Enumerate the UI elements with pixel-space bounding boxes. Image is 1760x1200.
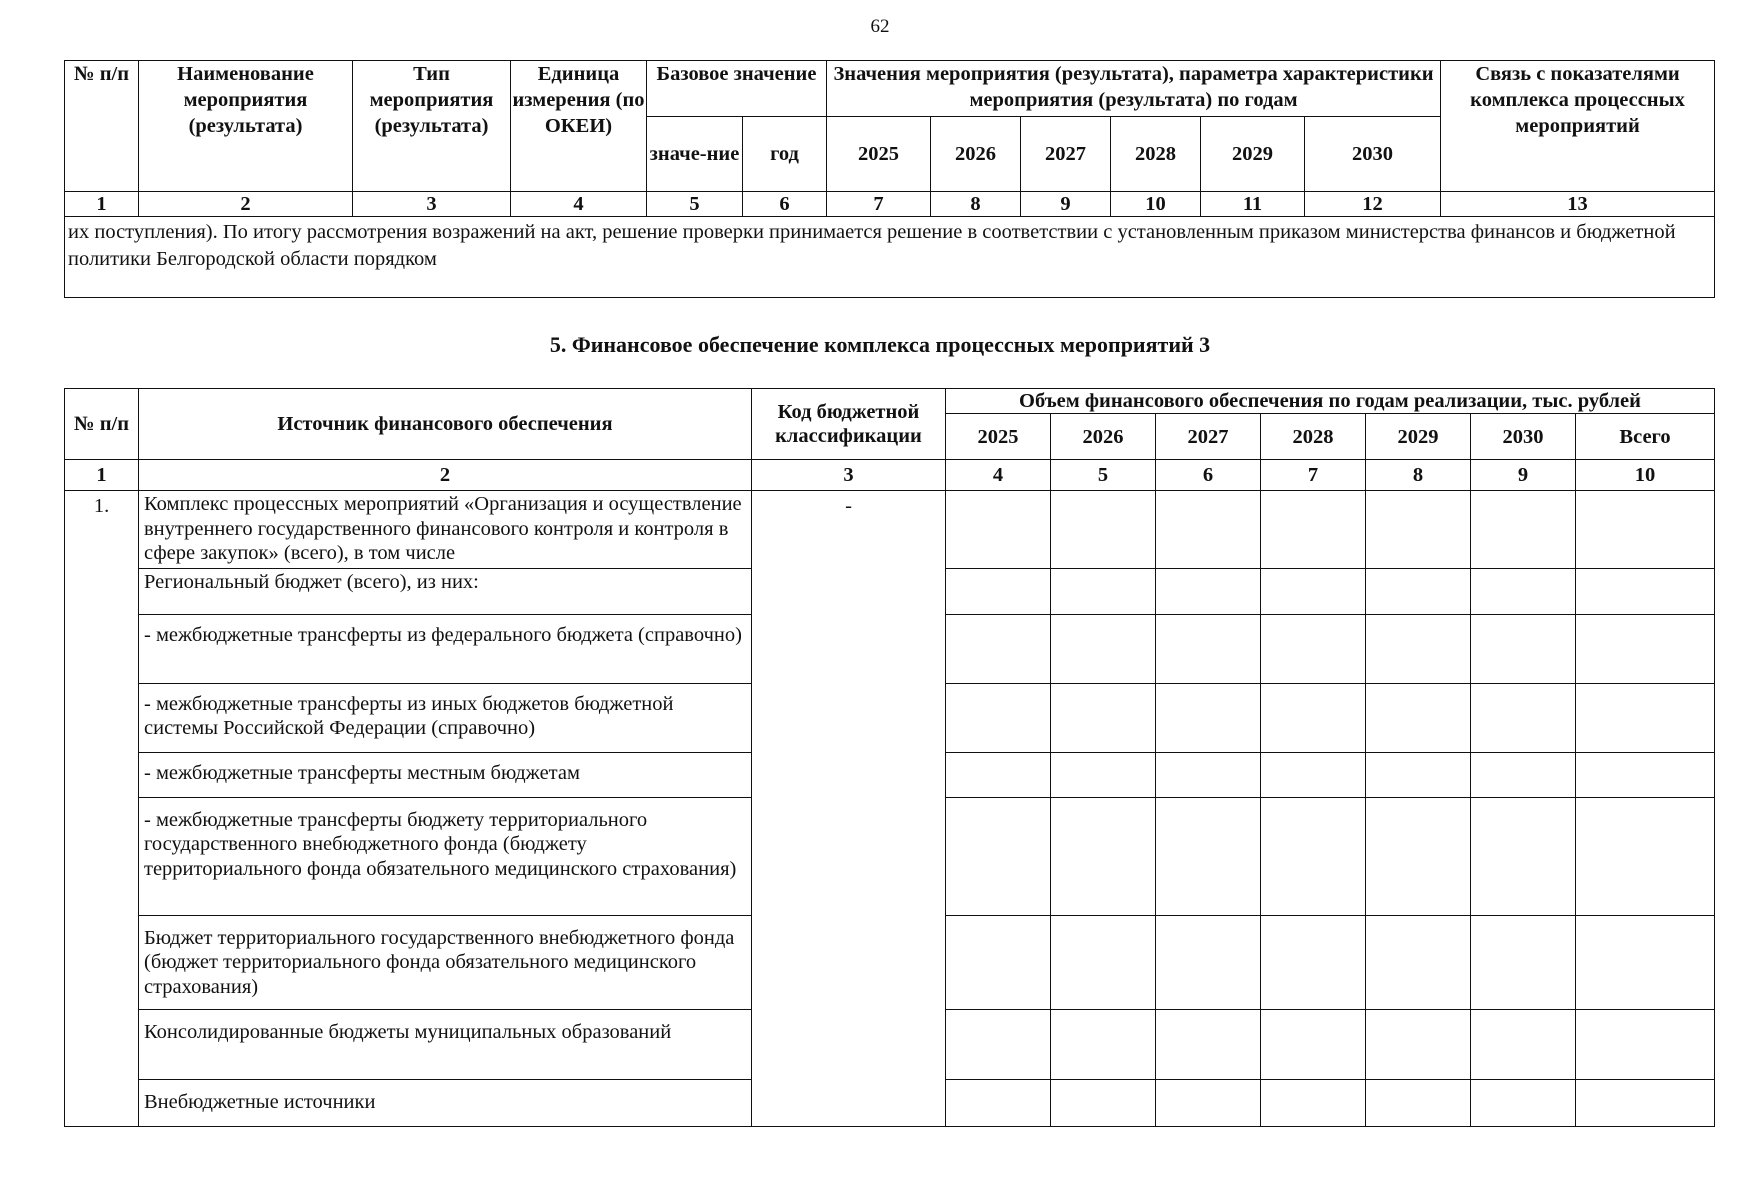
- column-number: 8: [1366, 460, 1471, 491]
- value-cell: [1156, 568, 1261, 614]
- header-year: 2027: [1156, 414, 1261, 460]
- value-cell: [1366, 752, 1471, 797]
- value-cell: [1576, 614, 1715, 683]
- row-index: 1.: [65, 491, 139, 1127]
- value-cell: [946, 1079, 1051, 1126]
- value-cell: [1261, 491, 1366, 569]
- value-cell: [1051, 797, 1156, 915]
- header-volume: Объем финансового обеспечения по годам реализации, тыс. рублей: [946, 389, 1715, 414]
- value-cell: [1471, 1079, 1576, 1126]
- column-number: 5: [647, 192, 743, 217]
- value-cell: [1051, 1079, 1156, 1126]
- value-cell: [1156, 491, 1261, 569]
- header-year: 2028: [1111, 117, 1201, 192]
- column-number: 12: [1305, 192, 1441, 217]
- source-cell: Бюджет территориального государственного внебюджетного фонда (бюджет территориального фонда обязательного медицинского страхования): [139, 915, 752, 1009]
- value-cell: [1366, 614, 1471, 683]
- column-number: 2: [139, 460, 752, 491]
- column-number: 2: [139, 192, 353, 217]
- header-unit: Единица измерения (по ОКЕИ): [511, 61, 647, 192]
- column-number: 6: [1156, 460, 1261, 491]
- value-cell: [946, 491, 1051, 569]
- value-cell: [1261, 683, 1366, 752]
- column-number: 3: [353, 192, 511, 217]
- value-cell: [1471, 752, 1576, 797]
- value-cell: [1051, 568, 1156, 614]
- column-number: 7: [1261, 460, 1366, 491]
- value-cell: [1156, 797, 1261, 915]
- value-cell: [1051, 915, 1156, 1009]
- source-cell: - межбюджетные трансферты местным бюджетам: [139, 752, 752, 797]
- value-cell: [1156, 614, 1261, 683]
- value-cell: [1366, 491, 1471, 569]
- column-number: 4: [511, 192, 647, 217]
- header-year: 2027: [1021, 117, 1111, 192]
- source-cell: Комплекс процессных мероприятий «Организация и осуществление внутреннего государственного финансового контроля и контроля в сфере закупок» (всего), в том числе: [139, 491, 752, 569]
- column-number: 9: [1471, 460, 1576, 491]
- value-cell: [946, 683, 1051, 752]
- value-cell: [1366, 915, 1471, 1009]
- value-cell: [1261, 568, 1366, 614]
- value-cell: [1471, 568, 1576, 614]
- value-cell: [1366, 1079, 1471, 1126]
- value-cell: [1366, 568, 1471, 614]
- value-cell: [1156, 683, 1261, 752]
- header-year: 2025: [827, 117, 931, 192]
- value-cell: [1576, 1079, 1715, 1126]
- column-number: 11: [1201, 192, 1305, 217]
- value-cell: [1471, 797, 1576, 915]
- header-values-by-year: Значения мероприятия (результата), параметра характеристики мероприятия (результата) по годам: [827, 61, 1441, 117]
- value-cell: [1051, 752, 1156, 797]
- value-cell: [1471, 683, 1576, 752]
- value-cell: [1261, 752, 1366, 797]
- header-link: Связь с показателями комплекса процессных мероприятий: [1441, 61, 1715, 192]
- column-number: 7: [827, 192, 931, 217]
- value-cell: [1261, 797, 1366, 915]
- header-type: Тип мероприятия (результата): [353, 61, 511, 192]
- value-cell: [1156, 1009, 1261, 1079]
- page-number: 62: [870, 16, 890, 37]
- value-cell: [1576, 797, 1715, 915]
- source-cell: Внебюджетные источники: [139, 1079, 752, 1126]
- budget-code-cell: -: [752, 491, 946, 1127]
- value-cell: [1471, 915, 1576, 1009]
- value-cell: [946, 568, 1051, 614]
- header-base-value-year: год: [743, 117, 827, 192]
- results-table: [64, 60, 1715, 298]
- column-number: 4: [946, 460, 1051, 491]
- header-num: № п/п: [65, 389, 139, 460]
- value-cell: [1471, 1009, 1576, 1079]
- value-cell: [1156, 1079, 1261, 1126]
- header-year: 2025: [946, 414, 1051, 460]
- value-cell: [1576, 1009, 1715, 1079]
- source-cell: - межбюджетные трансферты бюджету территориального государственного внебюджетного фонда (бюджету территориального фонда обязательного медицинского страхования): [139, 797, 752, 915]
- header-budget-code: Код бюджетной классификации: [752, 389, 946, 460]
- header-year: 2030: [1471, 414, 1576, 460]
- column-number: 10: [1111, 192, 1201, 217]
- header-base-value-value: значе-ние: [647, 117, 743, 192]
- value-cell: [1576, 491, 1715, 569]
- header-num: № п/п: [65, 61, 139, 192]
- value-cell: [1261, 915, 1366, 1009]
- header-year: 2026: [1051, 414, 1156, 460]
- value-cell: [1576, 752, 1715, 797]
- value-cell: [1366, 1009, 1471, 1079]
- value-cell: [1471, 491, 1576, 569]
- source-cell: - межбюджетные трансферты из иных бюджетов бюджетной системы Российской Федерации (справочно): [139, 683, 752, 752]
- value-cell: [1051, 614, 1156, 683]
- header-year: 2026: [931, 117, 1021, 192]
- value-cell: [1051, 491, 1156, 569]
- column-number: 3: [752, 460, 946, 491]
- value-cell: [1366, 797, 1471, 915]
- value-cell: [1261, 1009, 1366, 1079]
- column-number: 10: [1576, 460, 1715, 491]
- column-number: 5: [1051, 460, 1156, 491]
- value-cell: [1261, 1079, 1366, 1126]
- value-cell: [1471, 614, 1576, 683]
- value-cell: [946, 1009, 1051, 1079]
- value-cell: [946, 915, 1051, 1009]
- value-cell: [946, 752, 1051, 797]
- financing-table: [64, 388, 1715, 1127]
- source-cell: Региональный бюджет (всего), из них:: [139, 568, 752, 614]
- column-number: 9: [1021, 192, 1111, 217]
- header-year: 2028: [1261, 414, 1366, 460]
- header-total: Всего: [1576, 414, 1715, 460]
- value-cell: [1156, 915, 1261, 1009]
- source-cell: - межбюджетные трансферты из федерального бюджета (справочно): [139, 614, 752, 683]
- source-cell: Консолидированные бюджеты муниципальных образований: [139, 1009, 752, 1079]
- value-cell: [1576, 683, 1715, 752]
- column-number: 8: [931, 192, 1021, 217]
- column-number: 13: [1441, 192, 1715, 217]
- column-number: 1: [65, 192, 139, 217]
- header-year: 2030: [1305, 117, 1441, 192]
- header-name: Наименование мероприятия (результата): [139, 61, 353, 192]
- value-cell: [946, 614, 1051, 683]
- header-year: 2029: [1366, 414, 1471, 460]
- column-number: 1: [65, 460, 139, 491]
- header-base-value: Базовое значение: [647, 61, 827, 117]
- value-cell: [1156, 752, 1261, 797]
- value-cell: [1576, 568, 1715, 614]
- section-title: 5. Финансовое обеспечение комплекса процессных мероприятий 3: [549, 332, 1211, 357]
- value-cell: [1051, 683, 1156, 752]
- continuation-text: их поступления). По итогу рассмотрения возражений на акт, решение проверки принимается решение в соответствии с установленным приказом министерства финансов и бюджетной политики Белгородской области порядком: [65, 217, 1715, 298]
- value-cell: [1366, 683, 1471, 752]
- value-cell: [946, 797, 1051, 915]
- column-number: 6: [743, 192, 827, 217]
- value-cell: [1576, 915, 1715, 1009]
- header-source: Источник финансового обеспечения: [139, 389, 752, 460]
- value-cell: [1051, 1009, 1156, 1079]
- value-cell: [1261, 614, 1366, 683]
- header-year: 2029: [1201, 117, 1305, 192]
